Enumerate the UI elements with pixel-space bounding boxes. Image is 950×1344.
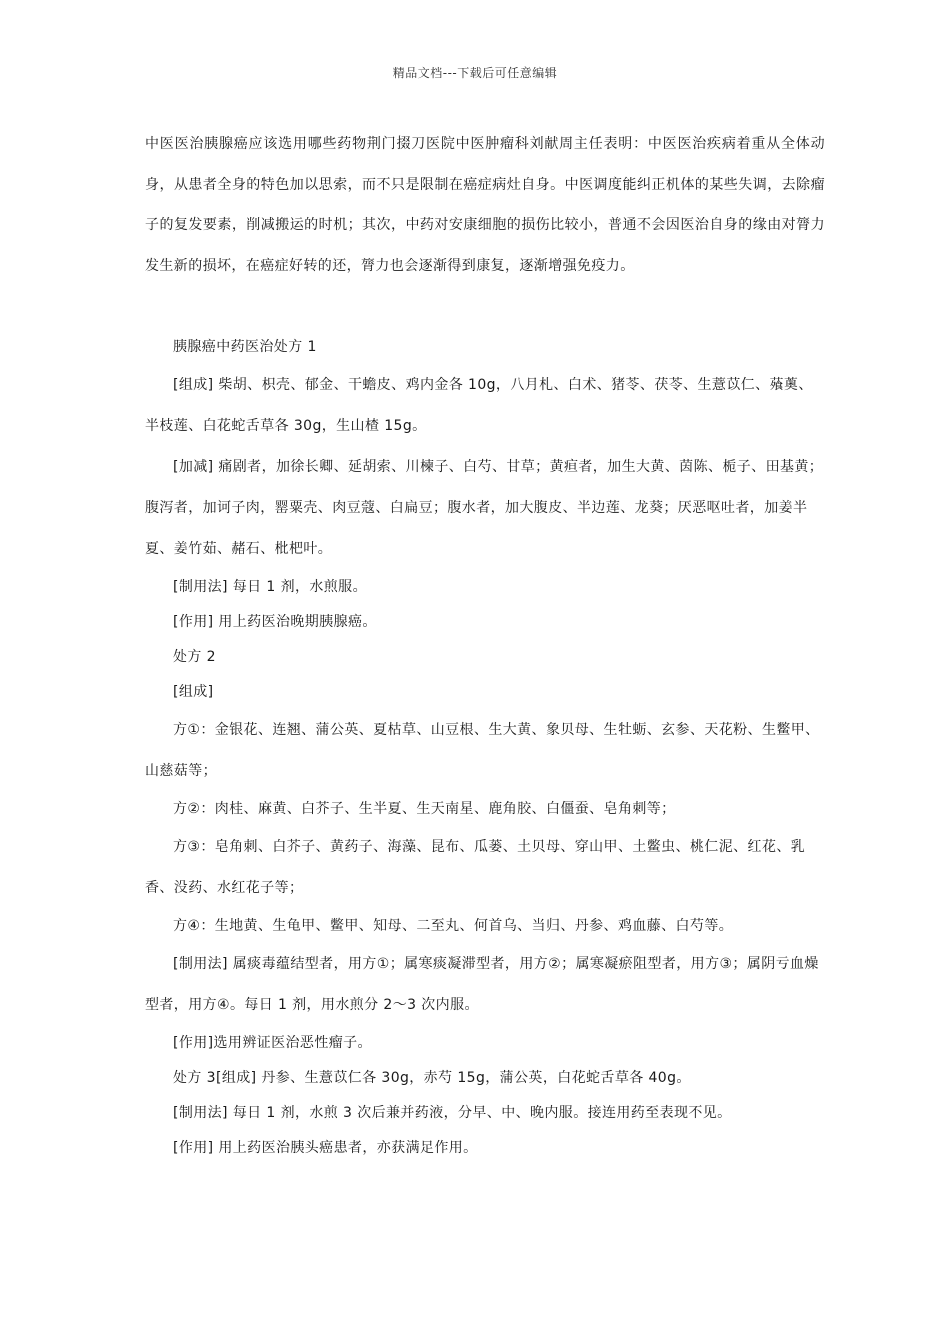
prescription-2 xyxy=(145,640,825,1061)
prescription-2-formula-3: 方③：皂角刺、白芥子、黄药子、海藻、昆布、瓜蒌、土贝母、穿山甲、土鳖虫、桃仁泥、红花、乳香、没药、水红花子等； xyxy=(145,839,806,896)
prescription-2-effect: [作用]选用辨证医治恶性瘤子。 xyxy=(173,1035,372,1051)
prescription-1-usage: [制用法] 每日 1 剂，水煎服。 xyxy=(173,579,367,595)
prescription-1-title: 胰腺癌中药医治处方 1 xyxy=(173,339,317,355)
prescription-2-formula-4: 方④：生地黄、生龟甲、鳖甲、知母、二至丸、何首乌、当归、丹参、鸡血藤、白芍等。 xyxy=(173,918,734,934)
prescription-2-usage: [制用法] 属痰毒蕴结型者，用方①；属寒痰凝滞型者，用方②；属寒凝瘀阻型者，用方③；属阴亏血燥型者，用方④。每日 1 剂，用水煎分 2～3 次内服。 xyxy=(145,956,819,1013)
prescription-2-composition-label: [组成] xyxy=(173,684,214,700)
prescription-3-effect: [作用] 用上药医治胰头癌患者，亦获满足作用。 xyxy=(173,1140,478,1156)
prescription-1-effect: [作用] 用上药医治晚期胰腺癌。 xyxy=(173,614,377,630)
document-body xyxy=(145,124,825,1166)
prescription-1-modification: [加减] 痛剧者，加徐长卿、延胡索、川楝子、白芍、甘草；黄疸者，加生大黄、茵陈、栀子、田基黄；腹泻者，加诃子肉，罂粟壳、肉豆蔻、白扁豆；腹水者，加大腹皮、半边莲、龙葵；厌恶呕吐者，加姜半夏、姜竹茹、赭石、枇杷叶。 xyxy=(145,459,824,557)
prescription-1 xyxy=(145,330,825,640)
page-header: 精品文档---下载后可任意编辑 xyxy=(392,66,558,80)
prescription-3 xyxy=(145,1061,825,1166)
prescription-3-usage: [制用法] 每日 1 剂，水煎 3 次后兼并药液，分早、中、晚内服。接连用药至表现不见。 xyxy=(173,1105,732,1121)
prescription-2-formula-1: 方①：金银花、连翘、蒲公英、夏枯草、山豆根、生大黄、象贝母、生牡蛎、玄参、天花粉、生鳖甲、山慈菇等； xyxy=(145,722,820,779)
prescription-3-composition: 处方 3[组成] 丹参、生薏苡仁各 30g，赤芍 15g，蒲公英，白花蛇舌草各 40g。 xyxy=(173,1070,691,1086)
intro-paragraph: 中医医治胰腺癌应该选用哪些药物荆门掇刀医院中医肿瘤科刘献周主任表明：中医医治疾病着重从全体动身，从患者全身的特色加以思索，而不只是限制在癌症病灶自身。中医调度能纠正机体的某些失调，去除瘤子的复发要素，削减搬运的时机；其次，中药对安康细胞的损伤比较小，普通不会因医治自身的缘由对膂力发生新的损坏，在癌症好转的还，膂力也会逐渐得到康复，逐渐增强免疫力。 xyxy=(145,136,825,274)
prescription-2-title: 处方 2 xyxy=(173,649,216,665)
prescription-2-formula-2: 方②：肉桂、麻黄、白芥子、生半夏、生天南星、鹿角胶、白僵蚕、皂角刺等； xyxy=(173,801,676,817)
prescription-1-composition: [组成] 柴胡、枳壳、郁金、干蟾皮、鸡内金各 10g，八月札、白术、猪苓、茯苓、生薏苡仁、蕵薁、半枝莲、白花蛇舌草各 30g，生山楂 15g。 xyxy=(145,377,813,434)
